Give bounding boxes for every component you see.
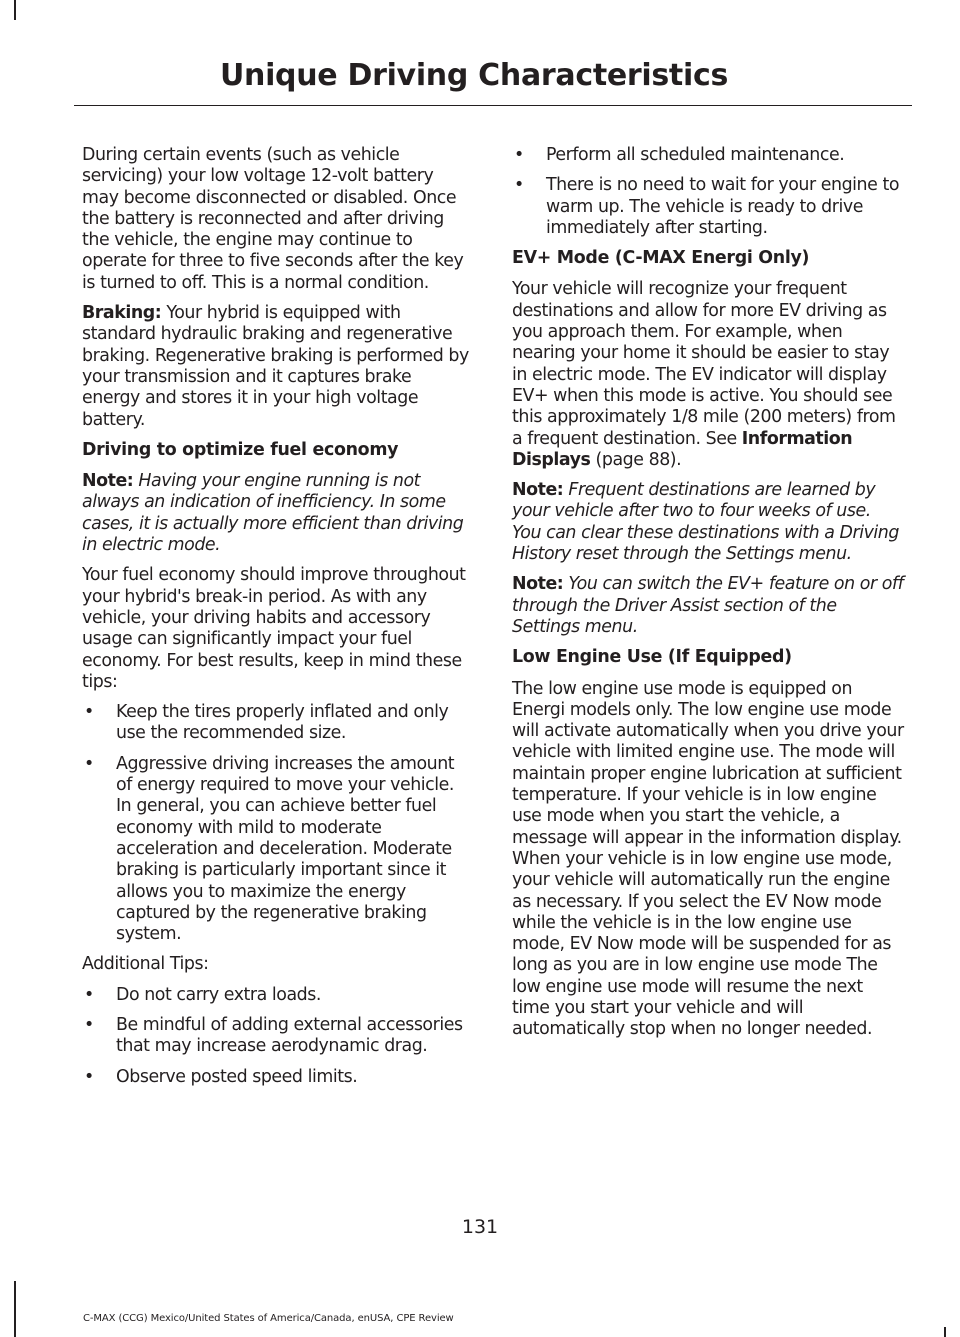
information-displays-link[interactable]: Information Displays	[512, 428, 853, 470]
more-tips-list	[512, 145, 904, 239]
bullet-icon: •	[84, 753, 94, 774]
additional-tips-list	[82, 985, 474, 1088]
list-item-text: Be mindful of adding external accessories that may increase aerodynamic drag.	[116, 1014, 463, 1057]
xref-page: (page 88).	[590, 449, 682, 470]
list-item-text: Aggressive driving increases the amount of energy required to move your vehicle. In general, you can achieve better fuel economy with mild to moderate acceleration and deceleration. Moderate braking is particularly important since it allows you to maximize the energy captured by the regenerative braking system.	[116, 753, 455, 945]
list-item-text: Perform all scheduled maintenance.	[546, 145, 845, 165]
crop-mark-bottom-left	[14, 1281, 16, 1337]
note-text: Frequent destinations are learned by your vehicle after two to four weeks of use. You can clear these destinations with a Driving History reset through the Settings menu.	[512, 480, 899, 565]
braking-text: Your hybrid is equipped with standard hydraulic braking and regenerative braking. Regenerative braking is performed by your transmission and it captures brake energy and stores it in your high voltage battery.	[82, 303, 469, 430]
list-item	[82, 1015, 474, 1058]
left-column	[82, 145, 474, 1097]
additional-tips-label: Additional Tips:	[82, 954, 209, 975]
list-item	[82, 1067, 474, 1088]
list-item-text: Observe posted speed limits.	[116, 1066, 358, 1087]
note-text: Having your engine running is not always an indication of inefficiency. In some cases, it is actually more efficient than driving in electric mode.	[82, 471, 464, 556]
crop-mark-top-left	[14, 0, 16, 20]
bullet-icon: •	[84, 1066, 94, 1087]
list-item	[82, 985, 474, 1006]
note-inefficiency	[82, 471, 474, 556]
ev-plus-paragraph	[512, 279, 904, 471]
note-lead: Note:	[82, 471, 134, 492]
intro-paragraph: During certain events (such as vehicle servicing) your low voltage 12-volt battery may become disconnected or disabled. Once the battery is reconnected and after driving the vehicle, the engine may continue to operate for three to five seconds after the key is turned to off. This is a normal condition.	[82, 145, 464, 293]
list-item-text: Do not carry extra loads.	[116, 984, 321, 1005]
fuel-economy-heading: Driving to optimize fuel economy	[82, 439, 399, 460]
tips-list	[82, 702, 474, 945]
note-lead: Note:	[512, 574, 564, 595]
footer-text: C-MAX (CCG) Mexico/United States of America/Canada, enUSA, CPE Review	[83, 1313, 454, 1324]
fuel-economy-paragraph: Your fuel economy should improve throughout your hybrid's break-in period. As with any vehicle, your driving habits and accessory usage can significantly impact your fuel economy. For best results, keep in mind these tips:	[82, 565, 466, 692]
list-item	[512, 145, 904, 166]
ev-plus-heading: EV+ Mode (C-MAX Energi Only)	[512, 248, 810, 269]
bullet-icon: •	[84, 702, 94, 723]
braking-paragraph	[82, 303, 474, 431]
page-title: Unique Driving Characteristics	[219, 58, 728, 93]
right-column	[512, 145, 904, 1050]
braking-lead: Braking:	[82, 303, 162, 324]
note-text: You can switch the EV+ feature on or off through the Driver Assist section of the Settings menu.	[512, 574, 904, 637]
page-number: 131	[461, 1216, 499, 1238]
list-item	[82, 702, 474, 745]
bullet-icon: •	[84, 984, 94, 1005]
list-item-text: Keep the tires properly inflated and only use the recommended size.	[116, 702, 449, 744]
low-engine-use-paragraph: The low engine use mode is equipped on Energi models only. The low engine use mode will activate automatically when you drive your vehicle with limited engine use. The mode will maintain proper engine lubrication at sufficient temperature. If your vehicle is in low engine use mode when you start the vehicle, a message will appear in the information display. When your vehicle is in low engine use mode, your vehicle will automatically run the engine as necessary. If you select the EV Now mode while the vehicle is in the low engine use mode, EV Now mode will be suspended for as long as you are in low engine use mode The low engine use mode will resume the next time you start your vehicle and will automatically stop when no longer needed.	[512, 678, 904, 1040]
bullet-icon: •	[84, 1014, 94, 1035]
list-item-text: There is no need to wait for your engine to warm up. The vehicle is ready to drive immediately after starting.	[546, 175, 900, 238]
list-item	[82, 754, 474, 946]
note-lead: Note:	[512, 480, 564, 501]
low-engine-use-heading: Low Engine Use (If Equipped)	[512, 647, 792, 668]
note-ev-plus-switch	[512, 574, 904, 638]
bullet-icon: •	[514, 145, 524, 165]
list-item	[512, 175, 904, 239]
note-frequent-destinations	[512, 480, 904, 565]
ev-plus-text: Your vehicle will recognize your frequent destinations and allow for more EV driving as you approach them. For example, when nearing your home it should be easier to stay in electric mode. The EV indicator will display EV+ when this mode is active. You should see this approximately 1/8 mile (200 meters) from a frequent destination. See	[512, 279, 896, 449]
crop-mark-bottom-right	[944, 1327, 946, 1337]
bullet-icon: •	[514, 175, 524, 196]
header-divider	[74, 105, 912, 106]
